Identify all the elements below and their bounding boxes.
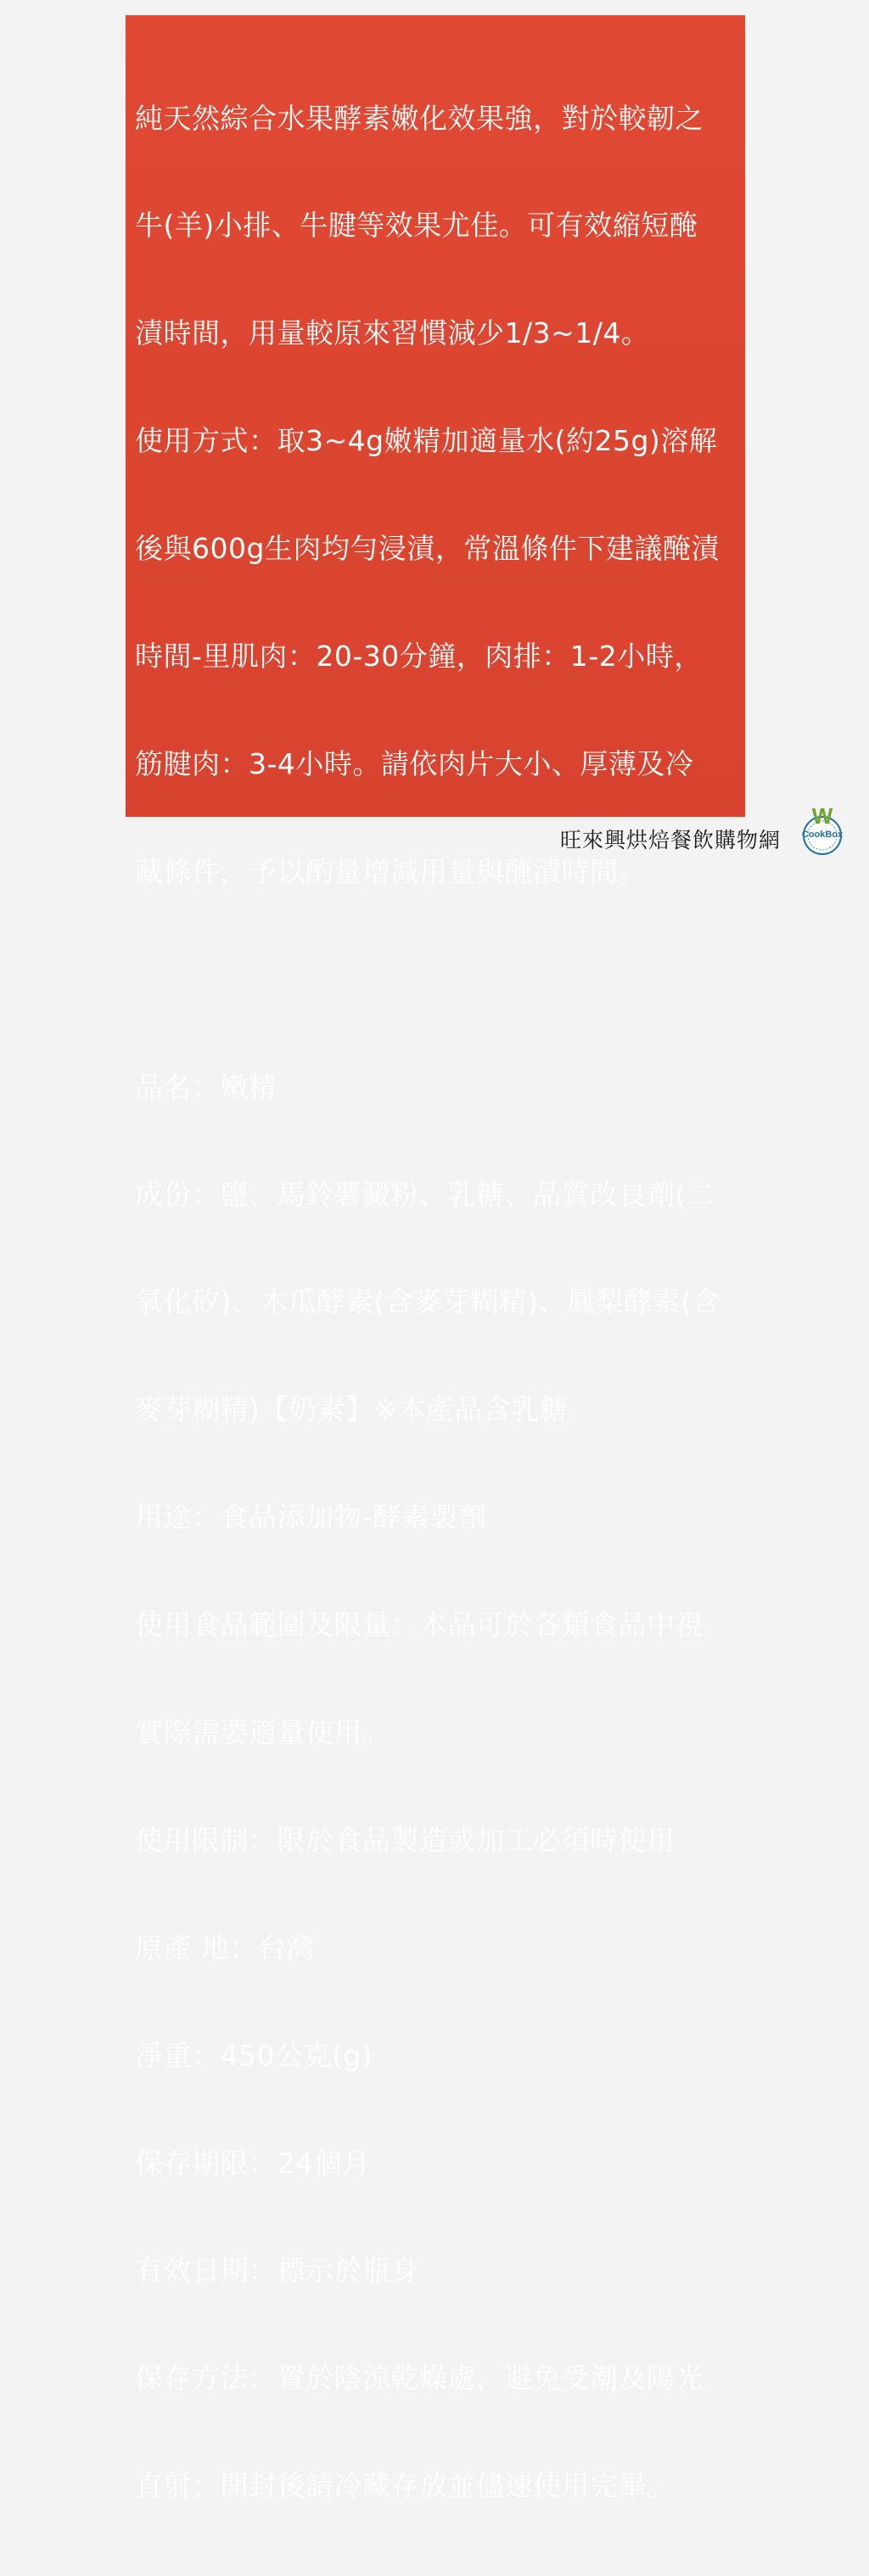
label-text — [135, 29, 743, 2576]
store-name: 旺來興烘焙餐飲購物網 — [560, 828, 782, 852]
label-line: 藏條件，予以酌量增減用量與醃漬時間。 — [135, 854, 647, 888]
label-line: 直射；開封後請冷藏存放並儘速使用完畢。 — [135, 2469, 676, 2503]
label-line: 後與600g生肉均勻浸漬，常溫條件下建議醃漬 — [135, 532, 720, 566]
label-line: 保存方法：置於陰涼乾燥處，避免受潮及陽光 — [135, 2361, 704, 2395]
label-line: 漬時間，用量較原來習慣減少1/3~1/4。 — [135, 316, 650, 350]
label-line: 用途：食品添加物-酵素製劑 — [135, 1500, 487, 1534]
label-line: 實際需要適量使用。 — [135, 1715, 391, 1749]
label-line: 有效日期：標示於瓶身 — [135, 2254, 419, 2288]
label-blank-line — [135, 962, 743, 997]
store-footer — [560, 803, 852, 857]
label-line: 使用食品範圍及限量：本品可於各類食品中視 — [135, 1608, 704, 1642]
label-line: 原產 地：台灣 — [135, 1931, 315, 1964]
label-line: 氧化矽)、木瓜酵素(含麥芽糊精)、鳳梨酵素(含 — [135, 1285, 720, 1319]
logo-brand: CookBox — [801, 830, 844, 840]
label-line: 品名：嫩精 — [135, 1070, 278, 1104]
cookbox-logo-icon — [793, 802, 852, 858]
logo-letter: W — [811, 803, 833, 829]
label-line: 時間-里肌肉：20-30分鐘，肉排：1-2小時， — [135, 640, 703, 673]
label-line: 使用限制：限於食品製造或加工必須時使用 — [135, 1823, 676, 1857]
label-line: 牛(羊)小排、牛腱等效果尤佳。可有效縮短醃 — [135, 209, 698, 243]
label-line: 保存期限：24個月 — [135, 2146, 371, 2180]
label-line: 使用方式：取3~4g嫩精加適量水(約25g)溶解 — [135, 424, 718, 458]
label-line: 麥芽糊精)【奶素】※本產品含乳糖 — [135, 1393, 569, 1427]
label-line: 筋腱肉：3-4小時。請依肉片大小、厚薄及冷 — [135, 746, 694, 780]
label-line: 成份：鹽、馬鈴薯澱粉、乳糖、品質改良劑(二 — [135, 1177, 715, 1211]
label-line: 純天然綜合水果酵素嫩化效果強，對於較韌之 — [135, 101, 704, 135]
label-line: 淨重：450公克(g) — [135, 2038, 373, 2072]
